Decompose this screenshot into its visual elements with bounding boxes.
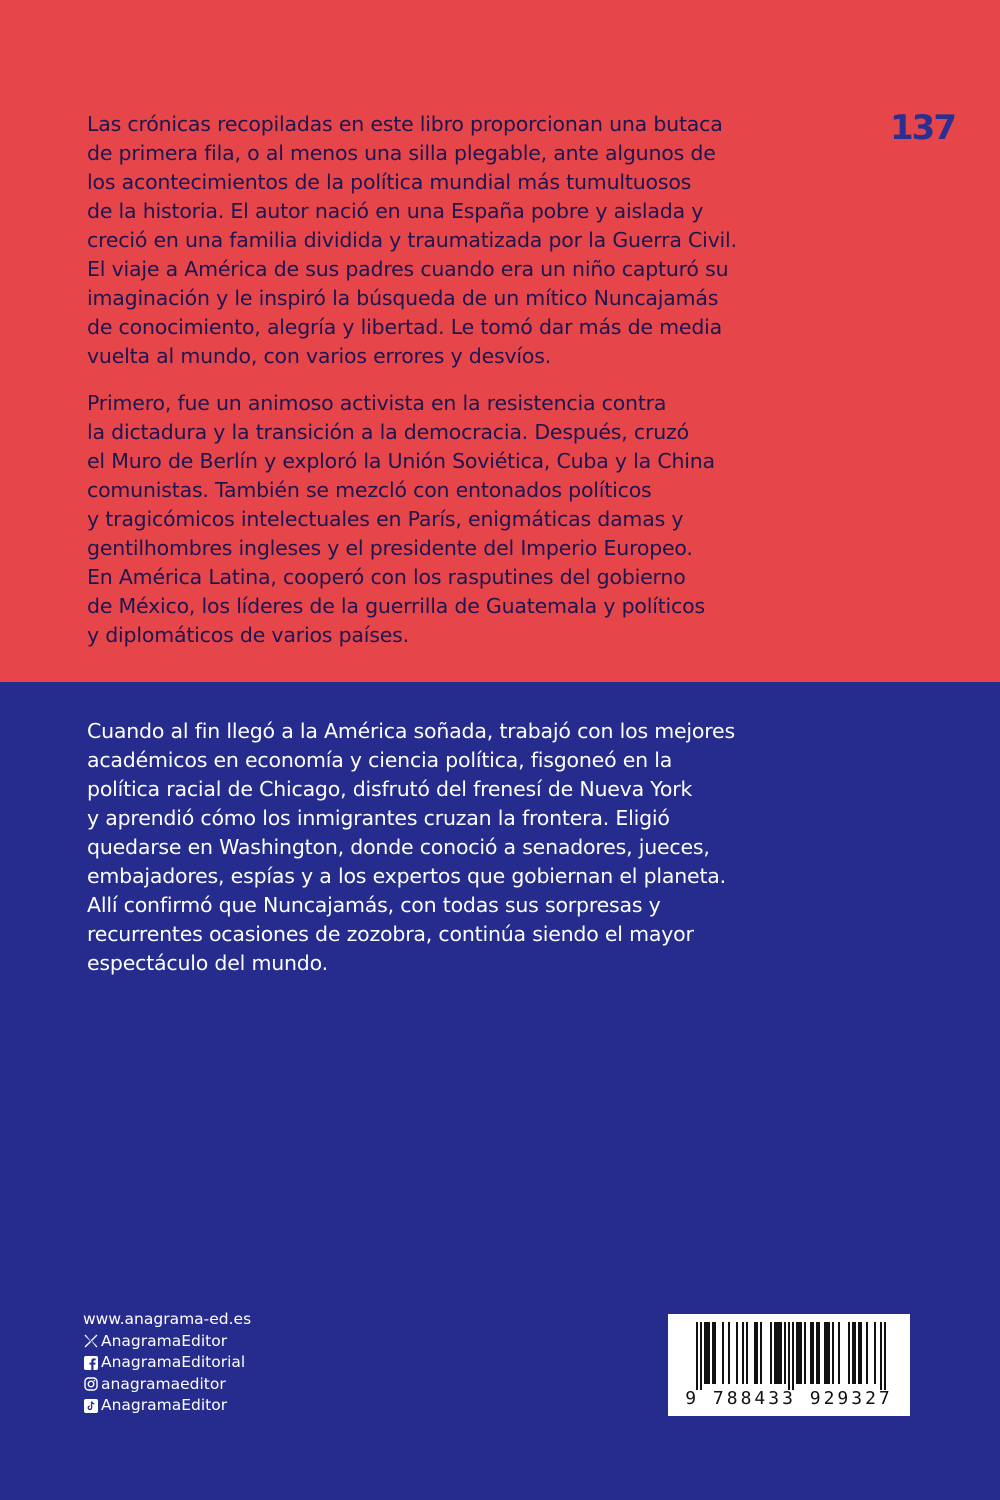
barcode-bar: [880, 1322, 882, 1390]
website-link[interactable]: [83, 1309, 251, 1331]
text-line: de primera fila, o al menos una silla plegable, ante algunos de: [87, 141, 716, 165]
barcode-bar: [704, 1322, 706, 1384]
text-line: y aprendió cómo los inmigrantes cruzan la frontera. Eligió: [87, 806, 670, 830]
instagram-handle: anagramaeditor: [101, 1374, 226, 1393]
barcode-bar: [778, 1322, 780, 1384]
barcode-bar: [774, 1322, 776, 1384]
barcode-bar: [866, 1322, 868, 1384]
publisher-contacts: [83, 1309, 251, 1417]
text-line: gentilhombres ingleses y el presidente del Imperio Europeo.: [87, 536, 693, 560]
barcode-bar: [838, 1322, 840, 1384]
tiktok-link[interactable]: [83, 1395, 251, 1417]
text-line: Allí confirmó que Nuncajamás, con todas sus sorpresas y: [87, 893, 661, 917]
text-line: creció en una familia dividida y traumatizada por la Guerra Civil.: [87, 228, 737, 252]
barcode-bar: [728, 1322, 730, 1384]
barcode-bar: [798, 1322, 800, 1384]
barcode-bar: [792, 1322, 794, 1390]
barcode-bar: [860, 1322, 862, 1384]
barcode-bar: [800, 1322, 802, 1384]
text-line: Cuando al fin llegó a la América soñada, trabajó con los mejores: [87, 719, 735, 743]
text-line: embajadores, espías y a los expertos que gobiernan el planeta.: [87, 864, 726, 888]
barcode-bar: [776, 1322, 778, 1384]
top-red-panel: [0, 0, 1000, 682]
barcode-bar: [828, 1322, 830, 1384]
facebook-icon: [83, 1355, 99, 1371]
text-line: el Muro de Berlín y exploró la Unión Soviética, Cuba y la China: [87, 449, 715, 473]
text-line: política racial de Chicago, disfrutó del frenesí de Nueva York: [87, 777, 693, 801]
barcode-bar: [712, 1322, 714, 1384]
x-handle: AnagramaEditor: [101, 1331, 228, 1350]
barcode-bar: [706, 1322, 708, 1384]
text-line: académicos en economía y ciencia política, fisgoneó en la: [87, 748, 673, 772]
synopsis-paragraph-3: [87, 717, 735, 978]
tiktok-handle: AnagramaEditor: [101, 1396, 228, 1414]
text-line: de la historia. El autor nació en una España pobre y aislada y: [87, 199, 704, 223]
isbn-number: 9 788433 929327: [685, 1388, 893, 1409]
instagram-icon: [83, 1376, 99, 1392]
barcode-bar: [696, 1322, 698, 1390]
text-line: de conocimiento, alegría y libertad. Le tomó dar más de media: [87, 315, 723, 339]
isbn-barcode: [668, 1314, 910, 1416]
text-line: la dictadura y la transición a la democracia. Después, cruzó: [87, 420, 689, 444]
barcode-bar: [742, 1322, 744, 1384]
text-line: comunistas. También se mezcló con entonados políticos: [87, 478, 652, 502]
text-line: recurrentes ocasiones de zozobra, continúa siendo el mayor: [87, 922, 694, 946]
barcode-bar: [722, 1322, 724, 1384]
text-line: Primero, fue un animoso activista en la resistencia contra: [87, 391, 667, 415]
text-line: y tragicómicos intelectuales en París, enigmáticas damas y: [87, 507, 684, 531]
text-line: espectáculo del mundo.: [87, 951, 328, 975]
barcode-bar: [754, 1322, 756, 1384]
barcode-bar: [826, 1322, 828, 1384]
series-number: 137: [890, 108, 955, 148]
barcode-bar: [818, 1322, 820, 1384]
barcode-bar: [708, 1322, 710, 1384]
barcode-bar: [796, 1322, 798, 1384]
text-line: Las crónicas recopiladas en este libro proporcionan una butaca: [87, 112, 723, 136]
barcode-bar: [810, 1322, 812, 1384]
facebook-link[interactable]: [83, 1352, 251, 1374]
barcode-bar: [858, 1322, 860, 1384]
barcode-bar: [832, 1322, 834, 1384]
barcode-bar: [848, 1322, 850, 1384]
text-line: vuelta al mundo, con varios errores y desvíos.: [87, 344, 552, 368]
barcode-bar: [756, 1322, 758, 1384]
x-icon: [83, 1333, 99, 1349]
text-line: imaginación y le inspiró la búsqueda de un mítico Nuncajamás: [87, 286, 719, 310]
barcode-bar: [714, 1322, 716, 1384]
tiktok-icon: [83, 1398, 99, 1414]
instagram-link[interactable]: [83, 1374, 251, 1396]
text-line: de México, los líderes de la guerrilla de Guatemala y políticos: [87, 594, 705, 618]
x-link[interactable]: [83, 1331, 251, 1353]
text-line: los acontecimientos de la política mundial más tumultuosos: [87, 170, 692, 194]
barcode-bar: [884, 1322, 886, 1390]
text-line: En América Latina, cooperó con los rasputines del gobierno: [87, 565, 686, 589]
barcode-bar: [788, 1322, 790, 1390]
barcode-bar: [736, 1322, 738, 1384]
text-line: El viaje a América de sus padres cuando era un niño capturó su: [87, 257, 729, 281]
barcode-bar: [784, 1322, 786, 1384]
text-line: quedarse en Washington, donde conoció a senadores, jueces,: [87, 835, 710, 859]
barcode-bar: [852, 1322, 854, 1384]
barcode-bar: [854, 1322, 856, 1384]
synopsis-paragraph-1: [87, 110, 737, 371]
barcode-bar: [804, 1322, 806, 1384]
barcode-bar: [824, 1322, 826, 1384]
bottom-blue-panel: [0, 682, 1000, 1500]
barcode-bar: [700, 1322, 702, 1390]
barcode-bar: [816, 1322, 818, 1384]
barcode-bar: [874, 1322, 876, 1384]
barcode-bar: [770, 1322, 772, 1384]
barcode-bar: [746, 1322, 748, 1384]
barcode-bar: [780, 1322, 782, 1384]
barcode-bar: [760, 1322, 762, 1384]
facebook-handle: AnagramaEditorial: [101, 1353, 246, 1371]
barcode-bar: [812, 1322, 814, 1384]
website-text: www.anagrama-ed.es: [83, 1310, 252, 1328]
synopsis-paragraph-2: [87, 389, 715, 650]
text-line: y diplomáticos de varios países.: [87, 623, 409, 647]
